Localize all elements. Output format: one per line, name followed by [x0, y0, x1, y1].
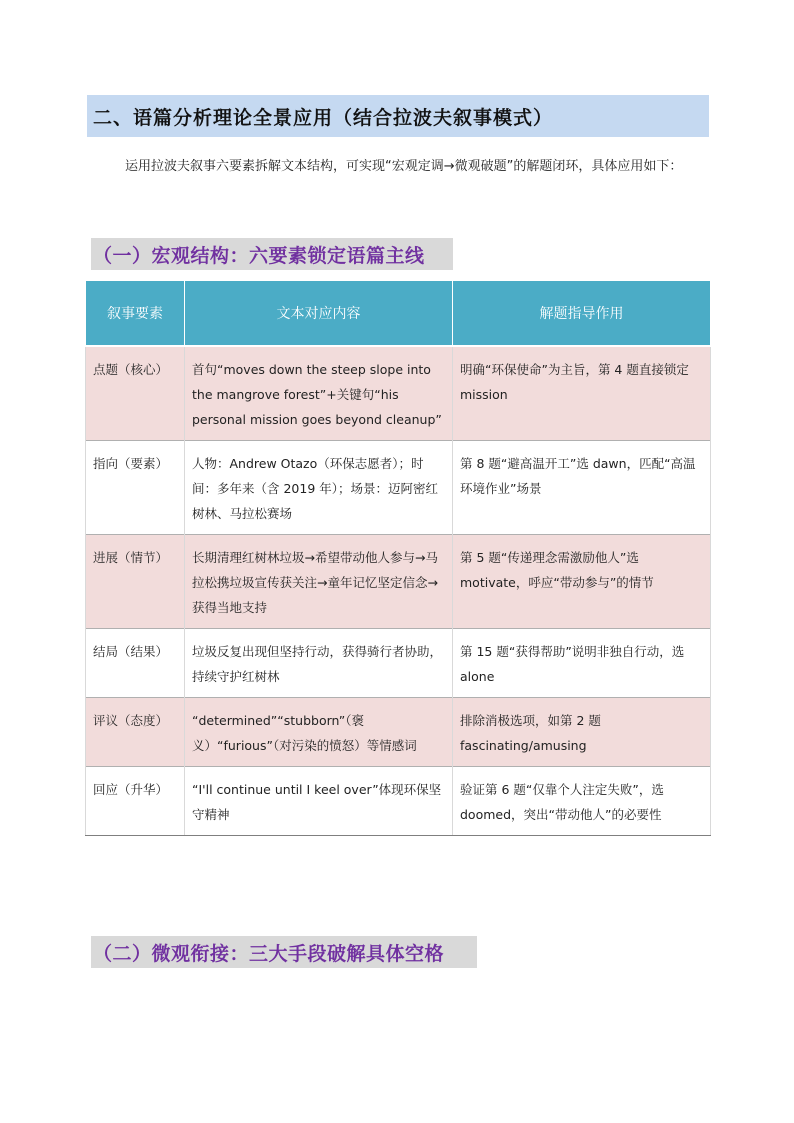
table-row	[86, 698, 711, 767]
subsection-heading-1	[91, 238, 453, 270]
table-header-row	[86, 281, 711, 347]
row-content: “determined”“stubborn”（褒义）“furious”（对污染的愤怒）等情感词	[185, 698, 453, 767]
row-element: 进展（情节）	[86, 535, 185, 629]
table-row	[86, 441, 711, 535]
header-element: 叙事要素	[86, 281, 185, 347]
table-row	[86, 346, 711, 441]
row-guidance: 明确“环保使命”为主旨，第 4 题直接锁定 mission	[453, 346, 711, 441]
narrative-elements-table	[85, 280, 711, 836]
row-element: 指向（要素）	[86, 441, 185, 535]
subsection-heading-2	[91, 936, 477, 968]
row-guidance: 验证第 6 题“仅靠个人注定失败”，选 doomed，突出“带动他人”的必要性	[453, 767, 711, 836]
section-header	[87, 95, 709, 137]
row-content: 首句“moves down the steep slope into the mangrove forest”+关键句“his personal mission goes beyond cleanup”	[185, 346, 453, 441]
table-row	[86, 767, 711, 836]
intro-paragraph: 运用拉波夫叙事六要素拆解文本结构，可实现“宏观定调→微观破题”的解题闭环，具体应用如下：	[125, 159, 683, 174]
row-element: 回应（升华）	[86, 767, 185, 836]
section-title: 二、语篇分析理论全景应用（结合拉波夫叙事模式）	[93, 106, 554, 129]
row-content: 人物：Andrew Otazo（环保志愿者）；时间：多年来（含 2019 年）；场景：迈阿密红树林、马拉松赛场	[185, 441, 453, 535]
table-row	[86, 535, 711, 629]
row-guidance: 第 5 题“传递理念需激励他人”选 motivate，呼应“带动参与”的情节	[453, 535, 711, 629]
row-content: “I'll continue until I keel over”体现环保坚守精神	[185, 767, 453, 836]
row-content: 垃圾反复出现但坚持行动，获得骑行者协助，持续守护红树林	[185, 629, 453, 698]
header-content: 文本对应内容	[185, 281, 453, 347]
row-guidance: 排除消极选项，如第 2 题 fascinating/amusing	[453, 698, 711, 767]
header-guidance: 解题指导作用	[453, 281, 711, 347]
subsection-title-2: （二）微观衔接：三大手段破解具体空格	[93, 942, 445, 965]
row-guidance: 第 15 题“获得帮助”说明非独自行动，选 alone	[453, 629, 711, 698]
row-element: 评议（态度）	[86, 698, 185, 767]
row-element: 结局（结果）	[86, 629, 185, 698]
subsection-title-1: （一）宏观结构：六要素锁定语篇主线	[93, 244, 425, 267]
row-guidance: 第 8 题“避高温开工”选 dawn，匹配“高温环境作业”场景	[453, 441, 711, 535]
table-row	[86, 629, 711, 698]
row-element: 点题（核心）	[86, 346, 185, 441]
row-content: 长期清理红树林垃圾→希望带动他人参与→马拉松携垃圾宣传获关注→童年记忆坚定信念→获得当地支持	[185, 535, 453, 629]
